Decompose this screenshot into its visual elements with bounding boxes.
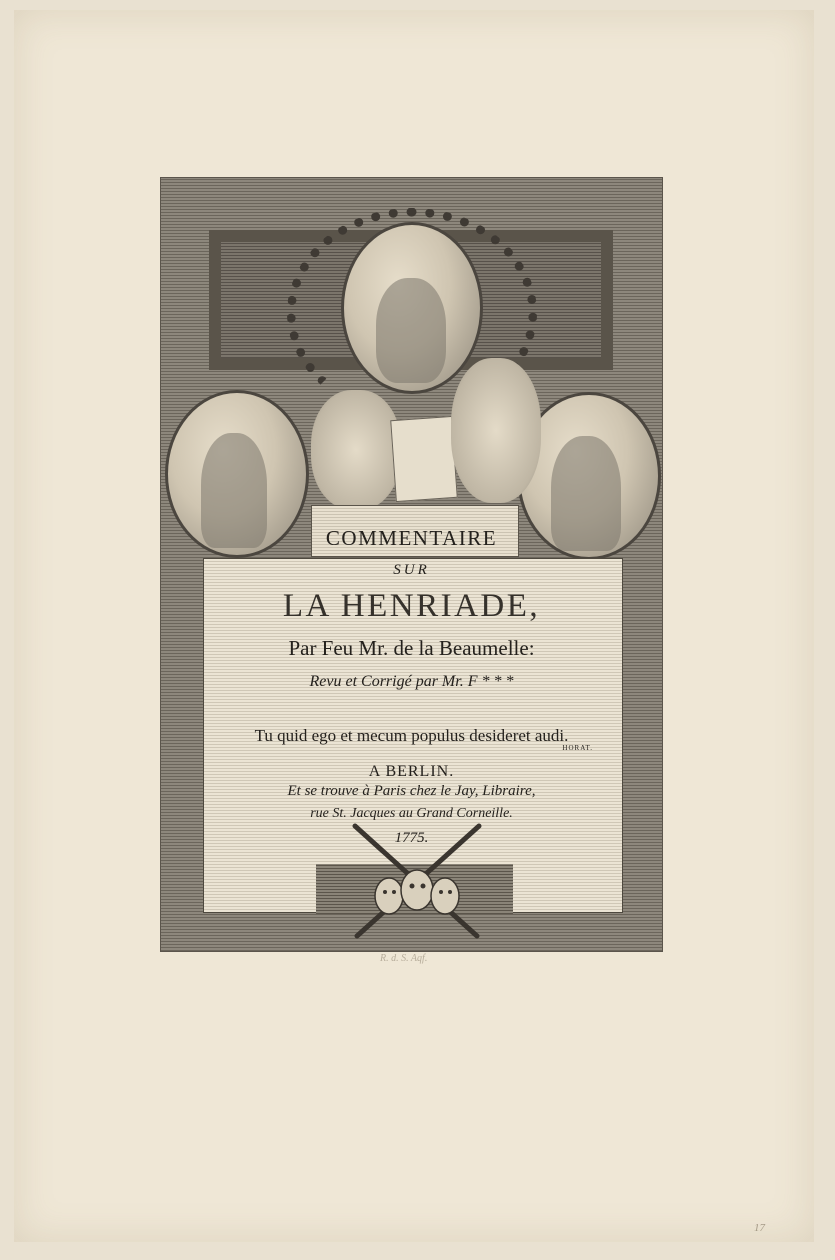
putto-left [311,390,401,510]
main-title: LA HENRIADE, [282,588,541,624]
address-line: rue St. Jacques au Grand Corneille. [310,806,513,821]
corner-note: 17 [754,1222,765,1234]
motto-line: Tu quid ego et mecum populus desideret audi. [254,726,569,745]
year-line: 1775. [394,830,429,846]
engraved-plate [160,177,663,952]
scroll-document [390,416,458,502]
motto-source: HORAT. [562,744,593,752]
revised-line: Revu et Corrigé par Mr. F * * * [309,673,514,690]
author-line: Par Feu Mr. de la Beaumelle: [288,636,535,660]
sold-at-line: Et se trouve à Paris chez le Jay, Libraire, [287,783,536,799]
margin-inscription: R. d. S. Aqf. [380,953,428,964]
sur-line: SUR [393,562,430,578]
portrait-bust-top [376,278,446,383]
putto-right [451,358,541,503]
commentaire-line: COMMENTAIRE [325,526,498,550]
city-line: A BERLIN. [368,763,455,780]
